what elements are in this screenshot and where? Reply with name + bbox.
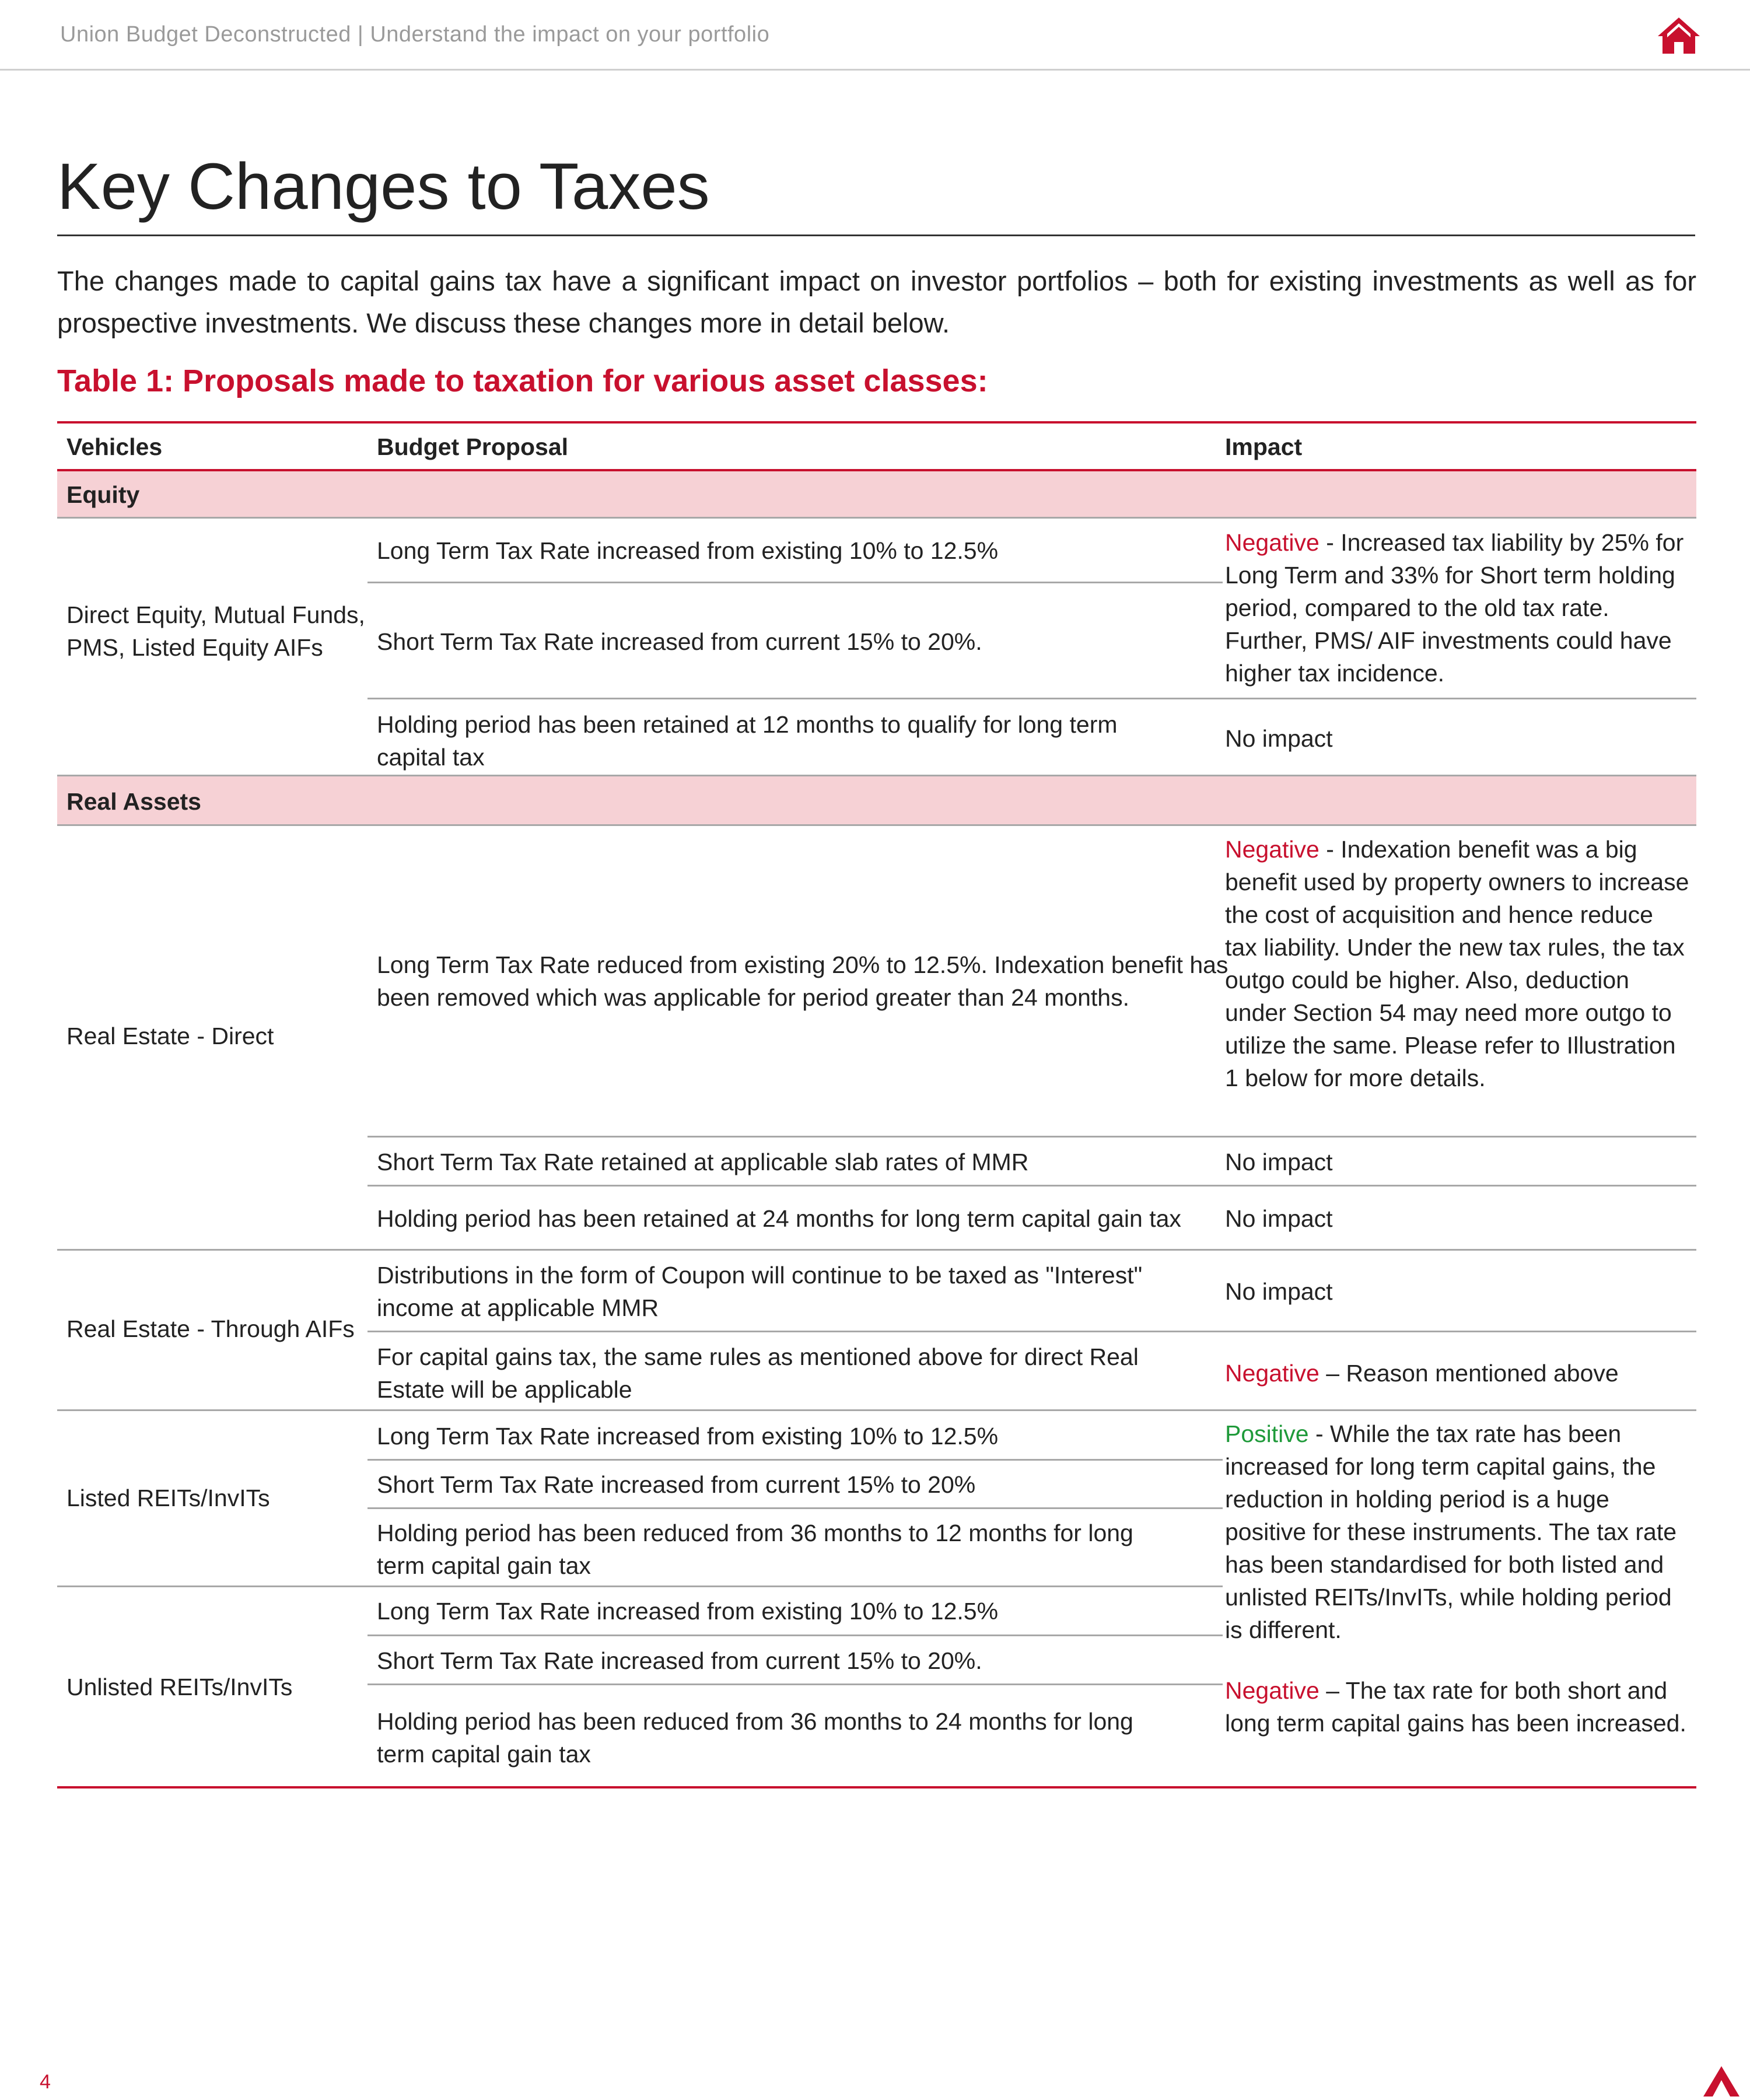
- impact-re-aif-no-impact: No impact: [1225, 1278, 1333, 1305]
- table-bottom-rule: [57, 1786, 1696, 1788]
- proposal-unlisted-st: Short Term Tax Rate increased from current 15% to 20%.: [377, 1647, 982, 1674]
- row-divider: [368, 1136, 1696, 1138]
- page-title: Key Changes to Taxes: [57, 150, 710, 223]
- section-band-equity: [57, 471, 1696, 517]
- row-divider: [57, 1409, 1696, 1411]
- impact-text: – Reason mentioned above: [1319, 1360, 1619, 1387]
- row-divider: [57, 517, 1696, 519]
- page-number: 4: [40, 2071, 51, 2093]
- proposal-listed-lt: Long Term Tax Rate increased from existing 10% to 12.5%: [377, 1423, 999, 1450]
- section-label-real-assets: Real Assets: [66, 788, 201, 815]
- proposal-re-direct-holding: Holding period has been retained at 24 months for long term capital gain tax: [377, 1205, 1181, 1232]
- row-divider: [368, 1507, 1223, 1509]
- row-divider: [368, 1331, 1696, 1332]
- impact-text: - Indexation benefit was a big benefit used by property owners to increase the cost of acquisition and hence reduce tax liability. Under the new tax rules, the tax outgo could be higher. Also, deduction under Section 54 may need more outgo to utilize the same. Please refer to Illustration 1 below for more details.: [1225, 836, 1689, 1091]
- impact-equity-negative: [1225, 526, 1692, 690]
- proposal-re-direct-lt: Long Term Tax Rate reduced from existing 20% to 12.5%. Indexation benefit has been removed which was applicable for period greater than 24 months.: [377, 951, 1228, 1011]
- impact-reits-positive: [1225, 1418, 1692, 1646]
- proposal-unlisted-holding: Holding period has been reduced from 36 months to 24 months for long term capital gain tax: [377, 1708, 1133, 1768]
- impact-re-direct-negative: [1225, 833, 1692, 1094]
- proposal-unlisted-lt: Long Term Tax Rate increased from existing 10% to 12.5%: [377, 1598, 999, 1625]
- row-divider: [368, 698, 1696, 699]
- row-divider: [368, 1185, 1696, 1186]
- row-divider: [57, 1249, 1696, 1251]
- row-divider: [368, 1634, 1223, 1636]
- impact-text: - While the tax rate has been increased for long term capital gains, the reduction in holding period is a huge positive for these instruments. The tax rate has been standardised for both listed and unlisted REITs/InvITs, while holding period is different.: [1225, 1420, 1677, 1643]
- intro-paragraph: The changes made to capital gains tax have a significant impact on investor portfolios – both for existing investments as well as for prospective investments. We discuss these changes more in detail below.: [57, 265, 1696, 338]
- impact-tag-negative: Negative: [1225, 1360, 1320, 1387]
- vehicle-real-estate-direct: Real Estate - Direct: [66, 1023, 274, 1049]
- section-label-equity: Equity: [66, 481, 140, 508]
- impact-tag-negative: Negative: [1225, 1677, 1320, 1704]
- table-caption: Table 1: Proposals made to taxation for various asset classes:: [57, 363, 988, 398]
- row-divider: [57, 824, 1696, 826]
- impact-reits-negative: [1225, 1674, 1692, 1740]
- vehicle-unlisted-reits: Unlisted REITs/InvITs: [66, 1674, 293, 1700]
- brand-logo-icon: [1702, 2065, 1741, 2098]
- row-divider: [368, 1459, 1223, 1461]
- proposal-re-direct-st: Short Term Tax Rate retained at applicable slab rates of MMR: [377, 1149, 1029, 1175]
- header-vehicles: Vehicles: [66, 433, 163, 460]
- header-title: Union Budget Deconstructed | Understand the impact on your portfolio: [60, 22, 770, 47]
- header-budget-proposal: Budget Proposal: [377, 433, 569, 460]
- section-band-real-assets: [57, 776, 1696, 824]
- impact-equity-no-impact: No impact: [1225, 725, 1333, 752]
- impact-re-direct-no-impact: No impact: [1225, 1149, 1333, 1175]
- proposal-re-aif-coupon: Distributions in the form of Coupon will continue to be taxed as "Interest" income at applicable MMR: [377, 1262, 1143, 1321]
- row-divider: [368, 582, 1223, 583]
- impact-re-aif-negative: [1225, 1357, 1692, 1390]
- impact-tag-positive: Positive: [1225, 1420, 1309, 1447]
- proposal-equity-st: Short Term Tax Rate increased from current 15% to 20%.: [377, 628, 982, 655]
- proposal-listed-st: Short Term Tax Rate increased from current 15% to 20%: [377, 1471, 976, 1498]
- header-impact: Impact: [1225, 433, 1303, 460]
- vehicle-listed-reits: Listed REITs/InvITs: [66, 1485, 270, 1511]
- proposal-equity-lt: Long Term Tax Rate increased from existing 10% to 12.5%: [377, 537, 999, 564]
- proposal-re-aif-cg: For capital gains tax, the same rules as mentioned above for direct Real Estate will be applicable: [377, 1343, 1139, 1403]
- home-icon[interactable]: [1656, 14, 1702, 56]
- impact-tag-negative: Negative: [1225, 836, 1320, 863]
- impact-text: - Increased tax liability by 25% for Long Term and 33% for Short term holding period, compared to the old tax rate. Further, PMS/ AIF investments could have higher tax incidence.: [1225, 529, 1684, 687]
- proposal-equity-holding: Holding period has been retained at 12 months to qualify for long term capital tax: [377, 711, 1118, 771]
- page-header: [0, 0, 1750, 71]
- proposal-listed-holding: Holding period has been reduced from 36 months to 12 months for long term capital gain tax: [377, 1520, 1133, 1579]
- impact-text: – The tax rate for both short and long term capital gains has been increased.: [1225, 1677, 1686, 1737]
- row-divider: [57, 1586, 1223, 1587]
- row-divider: [368, 1684, 1223, 1685]
- vehicle-real-estate-aifs: Real Estate - Through AIFs: [66, 1315, 355, 1342]
- vehicle-direct-equity: Direct Equity, Mutual Funds, PMS, Listed Equity AIFs: [66, 601, 365, 661]
- impact-re-direct-no-impact: No impact: [1225, 1205, 1333, 1232]
- table-top-rule: [57, 421, 1696, 424]
- title-divider: [57, 235, 1695, 236]
- impact-tag-negative: Negative: [1225, 529, 1320, 556]
